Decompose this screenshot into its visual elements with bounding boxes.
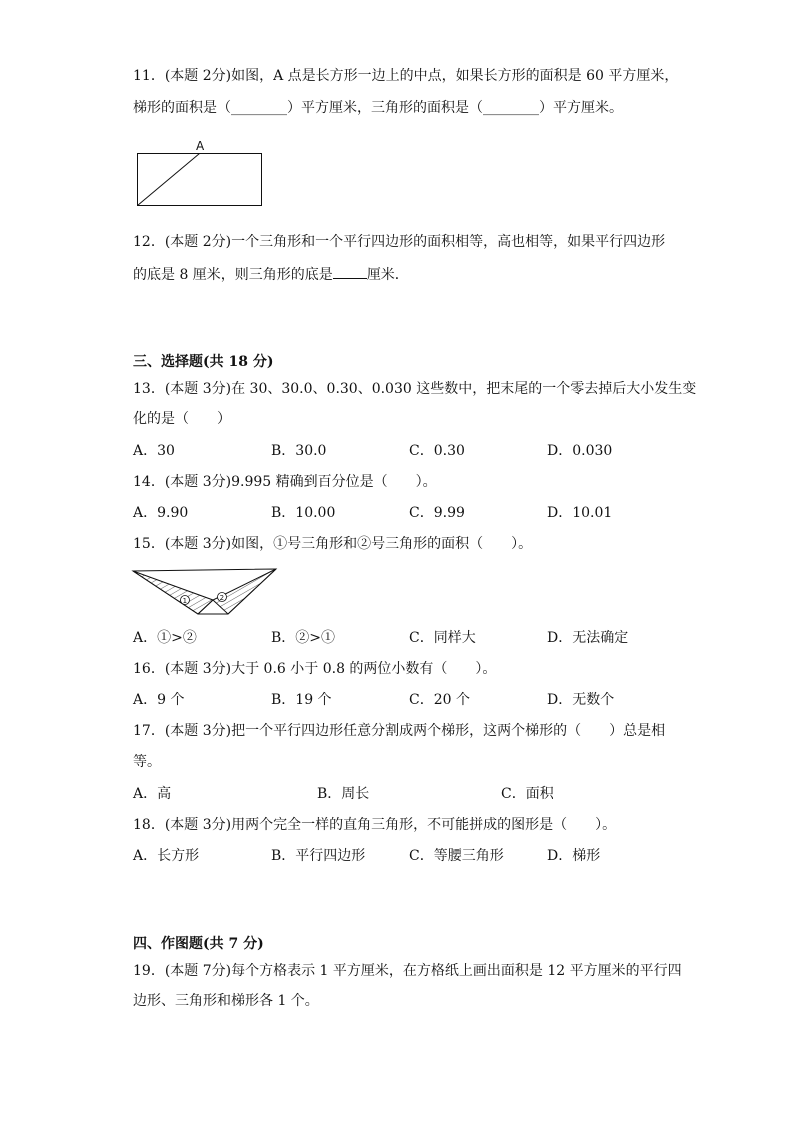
q12-text-before-blank: 的底是 8 厘米，则三角形的底是 xyxy=(133,267,333,283)
q13-option-d[interactable]: D．0.030 xyxy=(547,443,613,459)
q17-text-line1: 17．(本题 3分)把一个平行四边形任意分割成两个梯形，这两个梯形的（ ）总是相 xyxy=(133,723,666,739)
q17-option-a[interactable]: A．高 xyxy=(133,786,172,802)
q16-option-a[interactable]: A．9 个 xyxy=(133,692,185,708)
diagonal-line xyxy=(138,154,200,206)
q18-option-b[interactable]: B．平行四边形 xyxy=(271,848,366,864)
triangle-2 xyxy=(213,569,276,614)
q14-text: 14．(本题 3分)9.995 精确到百分位是（ ）。 xyxy=(133,474,437,490)
q16-option-d[interactable]: D．无数个 xyxy=(547,692,615,708)
q15-option-c[interactable]: C．同样大 xyxy=(409,630,476,646)
triangle-2-label: 2 xyxy=(219,594,225,602)
q13-text-line2: 化的是（ ） xyxy=(133,411,231,427)
q12-text-line2 xyxy=(133,264,409,285)
q15-triangles-figure xyxy=(130,566,280,622)
q13-option-a[interactable]: A．30 xyxy=(133,443,175,459)
q13-text-line1: 13．(本题 3分)在 30、30.0、0.30、0.030 这些数中，把末尾的一个零去掉后大小发生变 xyxy=(133,381,697,397)
q16-text: 16．(本题 3分)大于 0.6 小于 0.8 的两位小数有（ ）。 xyxy=(133,661,497,677)
q11-text-line1: 11．(本题 2分)如图，A 点是长方形一边上的中点，如果长方形的面积是 60 平方厘米， xyxy=(133,68,679,84)
q17-option-c[interactable]: C．面积 xyxy=(501,786,554,802)
q14-option-c[interactable]: C．9.99 xyxy=(409,505,465,521)
q18-text: 18．(本题 3分)用两个完全一样的直角三角形，不可能拼成的图形是（ ）。 xyxy=(133,817,617,833)
q16-option-c[interactable]: C．20 个 xyxy=(409,692,470,708)
q18-option-c[interactable]: C．等腰三角形 xyxy=(409,848,504,864)
q18-option-a[interactable]: A．长方形 xyxy=(133,848,200,864)
q17-option-b[interactable]: B．周长 xyxy=(317,786,370,802)
q18-option-d[interactable]: D．梯形 xyxy=(547,848,601,864)
q14-option-b[interactable]: B．10.00 xyxy=(271,505,336,521)
triangle-1-label: 1 xyxy=(182,597,188,605)
q12-text-line1: 12．(本题 2分)一个三角形和一个平行四边形的面积相等，高也相等，如果平行四边形 xyxy=(133,234,666,250)
q13-option-c[interactable]: C．0.30 xyxy=(409,443,465,459)
q12-answer-blank[interactable] xyxy=(333,264,367,279)
triangle-1 xyxy=(133,571,213,614)
q12-text-after-blank: 厘米． xyxy=(366,267,409,283)
point-a-label: A xyxy=(196,139,205,153)
q14-option-a[interactable]: A．9.90 xyxy=(133,505,189,521)
section4-title: 四、作图题(共 7 分) xyxy=(133,936,264,952)
q14-option-d[interactable]: D．10.01 xyxy=(547,505,613,521)
section3-title: 三、选择题(共 18 分) xyxy=(133,354,274,370)
rectangle xyxy=(138,154,262,206)
q15-option-d[interactable]: D．无法确定 xyxy=(547,630,629,646)
q15-option-b[interactable]: B．②>① xyxy=(271,630,336,646)
q11-text-line2: 梯形的面积是（________）平方厘米，三角形的面积是（________）平方厘米。 xyxy=(133,100,623,116)
q11-rectangle-figure xyxy=(130,136,270,212)
q19-text-line2: 边形、三角形和梯形各 1 个。 xyxy=(133,993,319,1009)
q15-text: 15．(本题 3分)如图，①号三角形和②号三角形的面积（ ）。 xyxy=(133,536,533,552)
q17-text-line2: 等。 xyxy=(133,754,161,770)
q16-option-b[interactable]: B．19 个 xyxy=(271,692,332,708)
q15-option-a[interactable]: A．①>② xyxy=(133,630,197,646)
q13-option-b[interactable]: B．30.0 xyxy=(271,443,327,459)
q19-text-line1: 19．(本题 7分)每个方格表示 1 平方厘米，在方格纸上画出面积是 12 平方厘米的平行四 xyxy=(133,963,682,979)
